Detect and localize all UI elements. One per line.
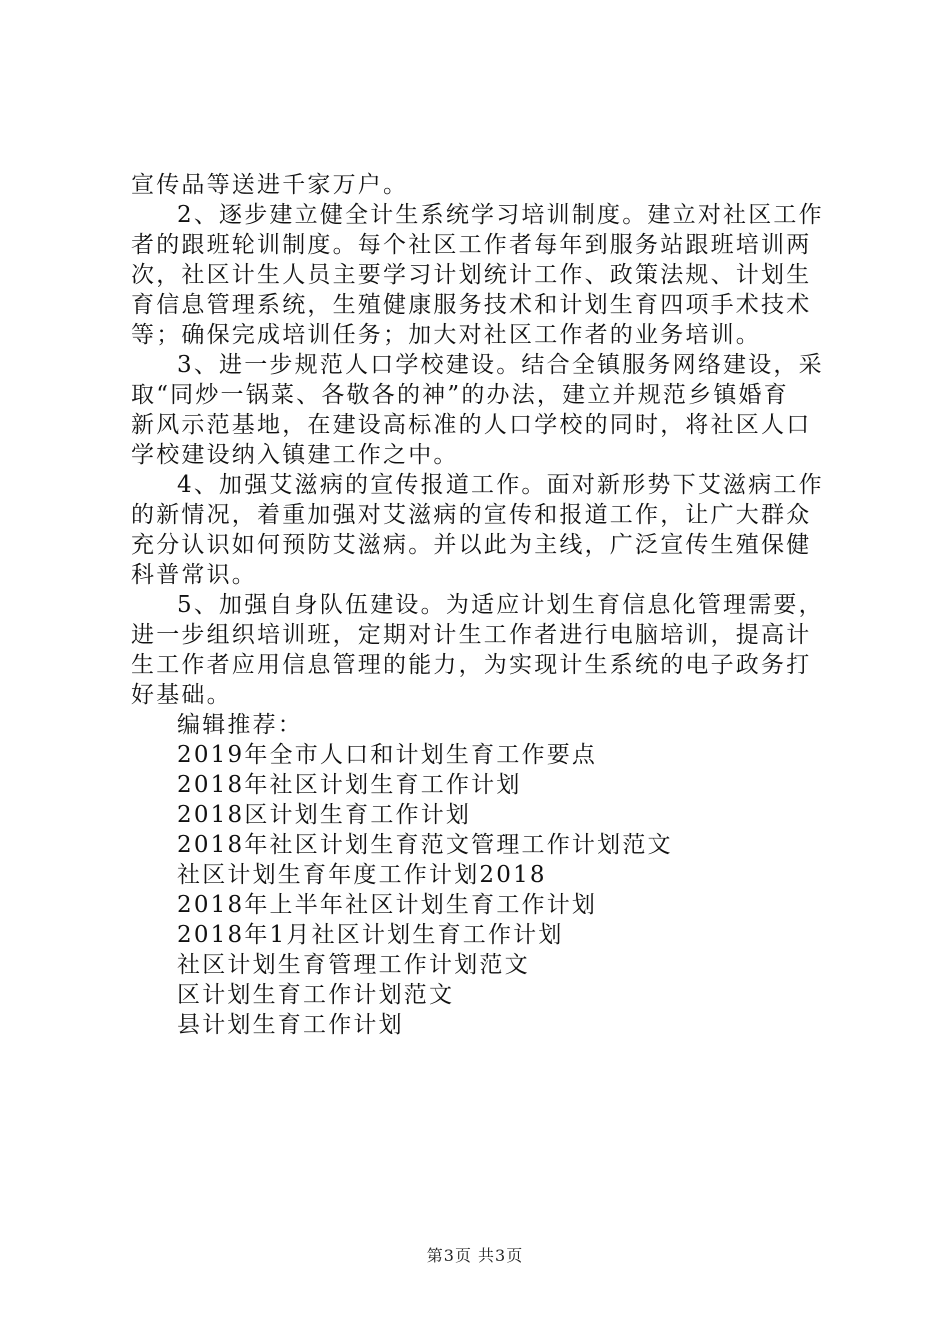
body-line: 等；确保完成培训任务；加大对社区工作者的业务培训。 [131, 322, 761, 348]
recommend-link[interactable]: 2018年1月社区计划生育工作计划 [177, 922, 564, 948]
body-line: 的新情况，着重加强对艾滋病的宣传和报道工作，让广大群众 [131, 502, 812, 528]
recommend-link[interactable]: 社区计划生育管理工作计划范文 [177, 952, 530, 978]
body-line: 2、逐步建立健全计生系统学习培训制度。建立对社区工作 [177, 202, 824, 228]
body-line: 科普常识。 [131, 562, 257, 588]
recommend-link[interactable]: 社区计划生育年度工作计划2018 [177, 862, 547, 888]
body-line: 者的跟班轮训制度。每个社区工作者每年到服务站跟班培训两 [131, 232, 812, 258]
recommend-link[interactable]: 2018年上半年社区计划生育工作计划 [177, 892, 598, 918]
recommend-link[interactable]: 2019年全市人口和计划生育工作要点 [177, 742, 598, 768]
page-footer: 第3页 共3页 [426, 1246, 524, 1265]
body-line: 育信息管理系统，生殖健康服务技术和计划生育四项手术技术 [131, 292, 812, 318]
body-line: 宣传品等送进千家万户。 [131, 172, 409, 198]
body-line: 新风示范基地，在建设高标准的人口学校的同时，将社区人口 [131, 412, 812, 438]
recommend-heading: 编辑推荐： [177, 712, 303, 738]
body-line: 进一步组织培训班，定期对计生工作者进行电脑培训，提高计 [131, 622, 812, 648]
body-line: 取“同炒一锅菜、各敬各的神”的办法，建立并规范乡镇婚育 [131, 382, 789, 408]
body-line: 学校建设纳入镇建工作之中。 [131, 442, 459, 468]
body-paragraphs [131, 170, 831, 710]
recommend-list [131, 740, 831, 1040]
recommend-link[interactable]: 2018年社区计划生育工作计划 [177, 772, 522, 798]
recommend-link[interactable]: 2018区计划生育工作计划 [177, 802, 472, 828]
body-line: 好基础。 [131, 682, 232, 708]
body-line: 充分认识如何预防艾滋病。并以此为主线，广泛宣传生殖保健 [131, 532, 812, 558]
body-line: 生工作者应用信息管理的能力，为实现计生系统的电子政务打 [131, 652, 812, 678]
recommend-link[interactable]: 区计划生育工作计划范文 [177, 982, 455, 1008]
body-line: 次，社区计生人员主要学习计划统计工作、政策法规、计划生 [131, 262, 812, 288]
body-line: 5、加强自身队伍建设。为适应计划生育信息化管理需要， [177, 592, 824, 618]
body-line: 4、加强艾滋病的宣传报道工作。面对新形势下艾滋病工作 [177, 472, 824, 498]
body-line: 3、进一步规范人口学校建设。结合全镇服务网络建设，采 [177, 352, 824, 378]
recommend-link[interactable]: 2018年社区计划生育范文管理工作计划范文 [177, 832, 673, 858]
document-body [131, 170, 831, 1040]
recommend-link[interactable]: 县计划生育工作计划 [177, 1012, 404, 1038]
